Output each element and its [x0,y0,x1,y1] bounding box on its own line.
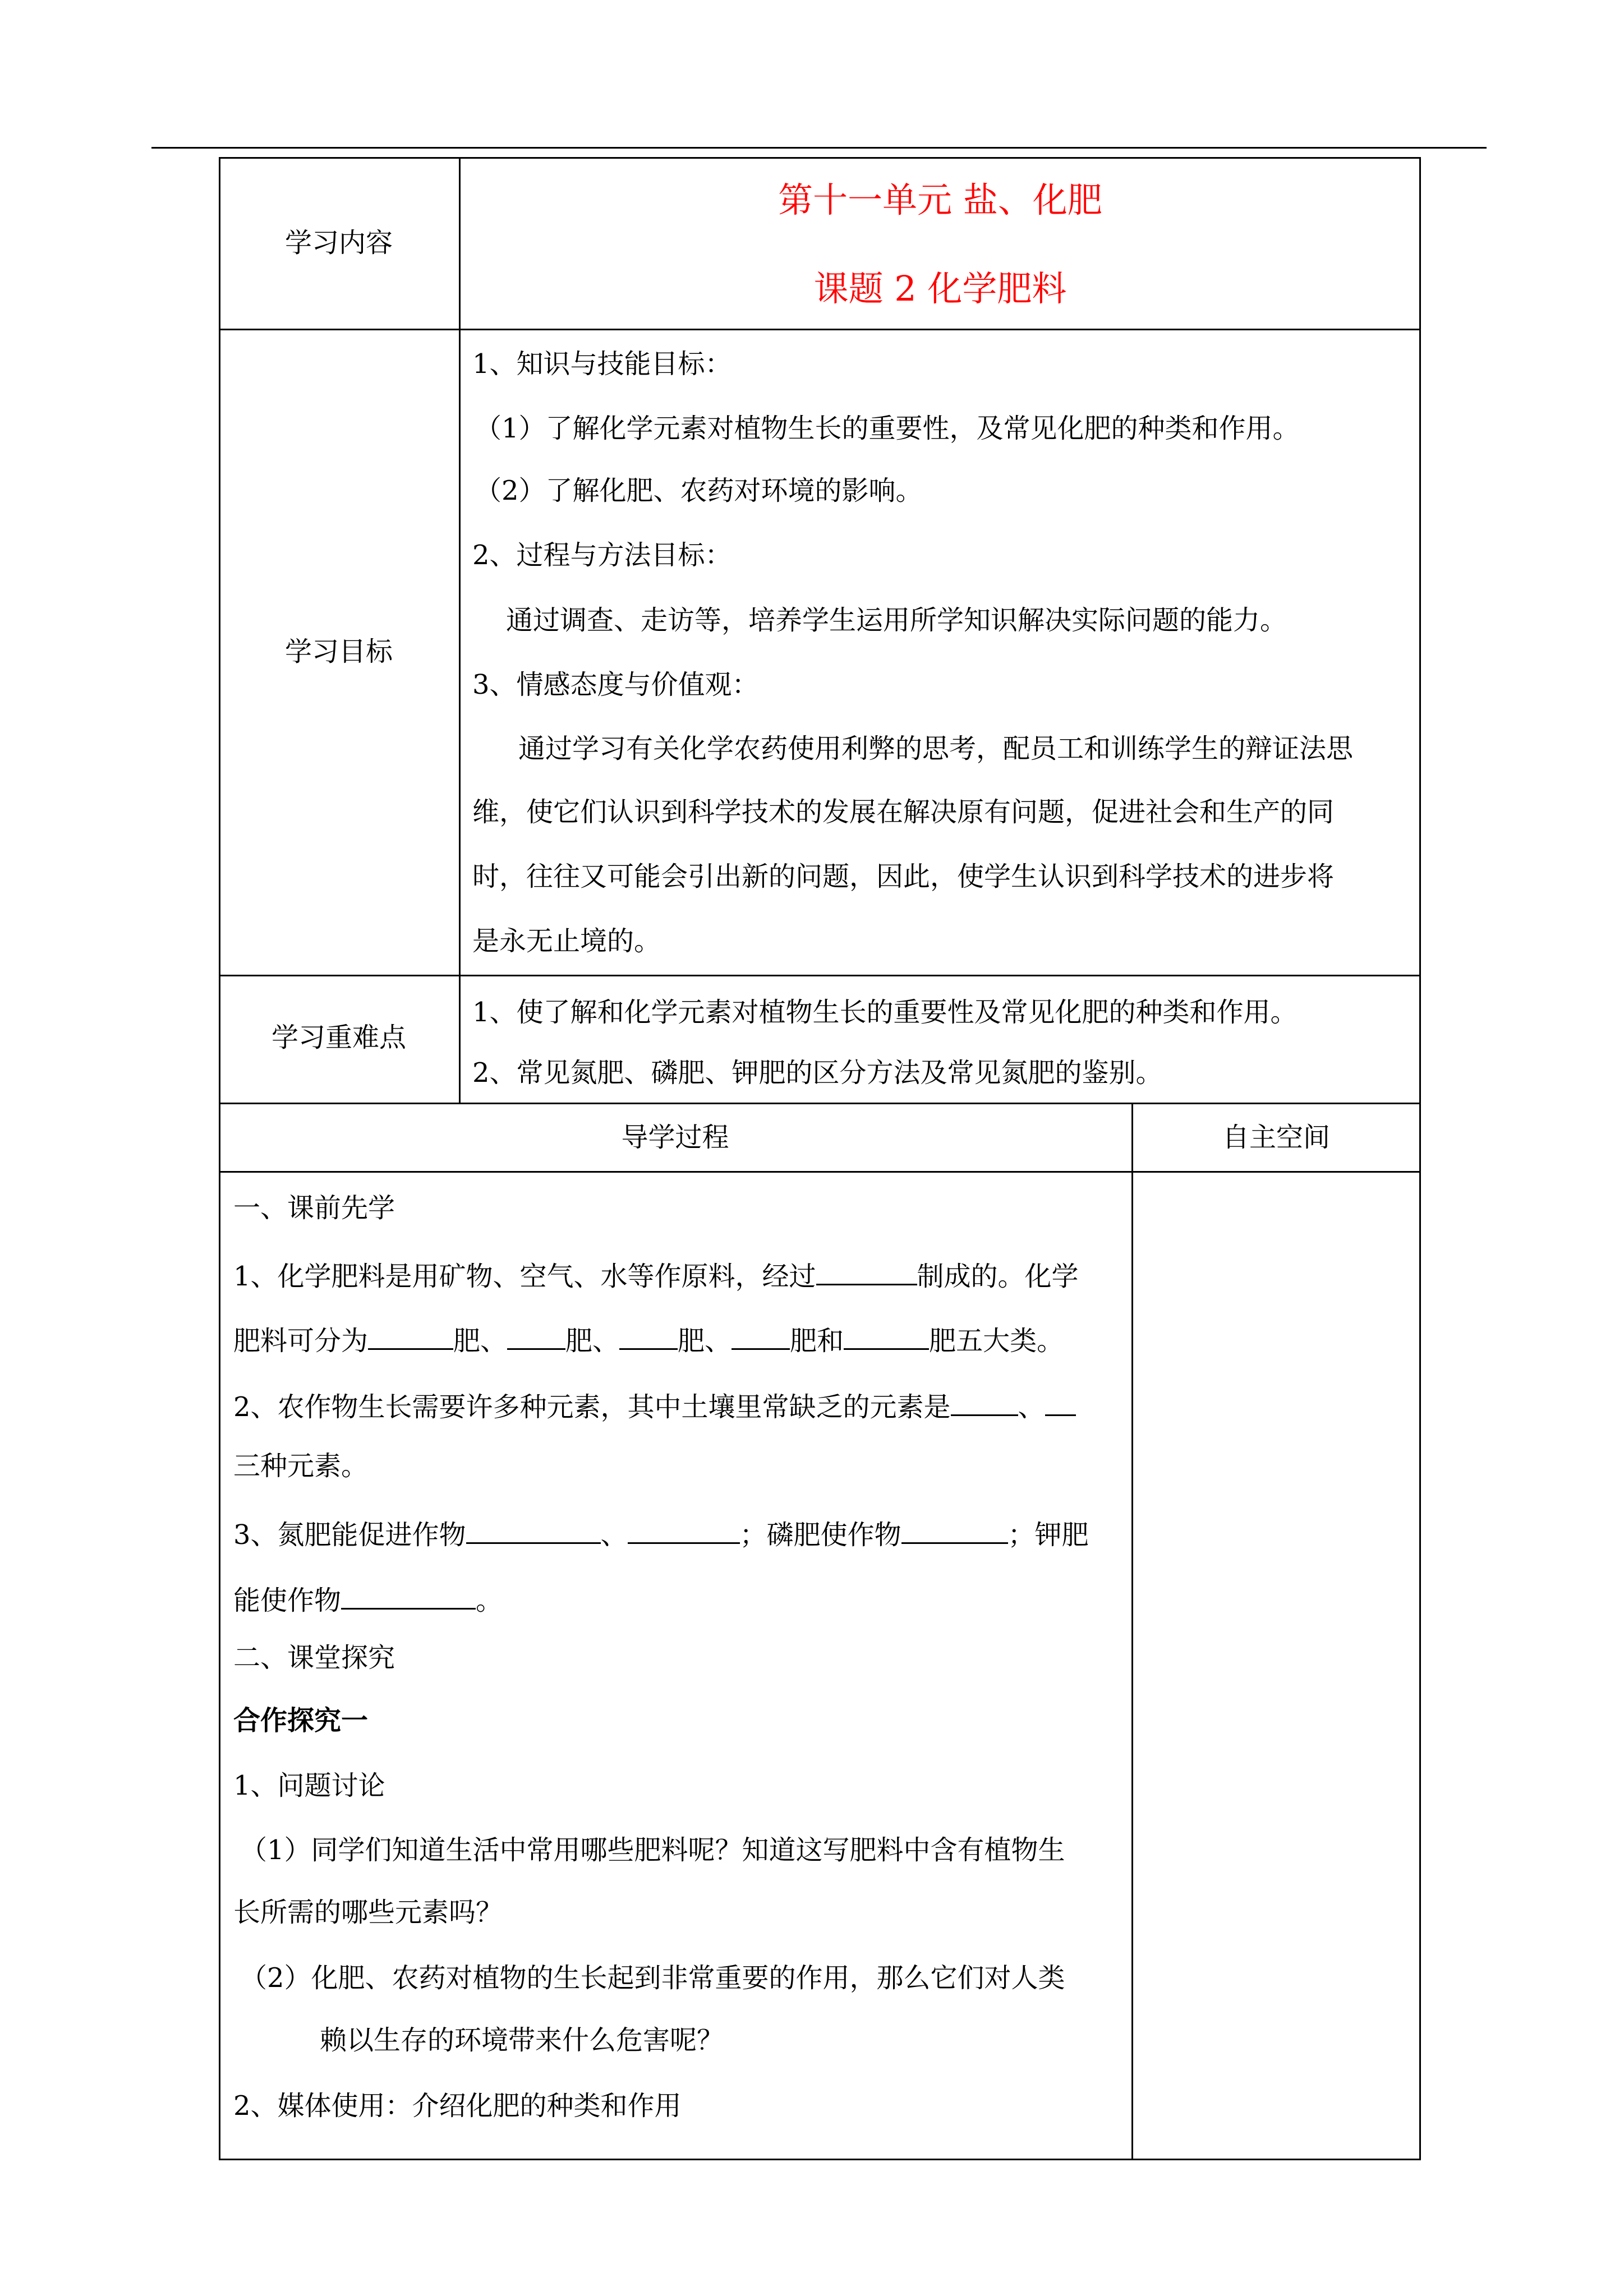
objective-line: 是永无止境的。 [472,925,661,957]
question-2-line-1 [233,1390,1076,1421]
media-usage: 2、媒体使用：介绍化肥的种类和作用 [233,2090,682,2122]
question-text: 肥和 [790,1325,844,1357]
discussion-question-2: （2）化肥、农药对植物的生长起到非常重要的作用，那么它们对人类 [240,1962,1065,1994]
key-point-line: 2、常见氮肥、磷肥、钾肥的区分方法及常见氮肥的鉴别。 [472,1057,1163,1089]
key-point-line: 1、使了解和化学元素对植物生长的重要性及常见化肥的种类和作用。 [472,997,1298,1028]
answer-blank [628,1518,740,1544]
question-text: 制成的。化学 [917,1261,1079,1292]
question-3-line-2 [233,1583,503,1614]
objective-line: 2、过程与方法目标： [472,540,732,571]
question-text: 肥料可分为 [233,1325,369,1357]
question-2-line-2: 三种元素。 [233,1450,369,1482]
answer-blank [901,1518,1008,1544]
answer-blank [816,1259,917,1285]
answer-blank [507,1324,565,1350]
objective-line: 3、情感态度与价值观： [472,669,759,700]
answer-blank [732,1324,790,1350]
objective-line: 1、知识与技能目标： [472,348,732,380]
question-text: 、 [1018,1391,1045,1423]
objective-line: 维，使它们认识到科学技术的发展在解决原有问题，促进社会和生产的同 [472,796,1335,828]
question-text: 钾肥 [1034,1519,1089,1551]
question-text: 肥、 [565,1325,620,1357]
content-label: 学习内容 [284,227,393,259]
question-text: 、 [600,1519,628,1551]
answer-blank [1045,1390,1076,1416]
question-text: 肥、 [678,1325,732,1357]
discussion-question-2-cont: 赖以生存的环境带来什么危害呢？ [320,2025,724,2056]
objective-line: 通过学习有关化学农药使用利弊的思考，配员工和训练学生的辩证法思 [518,733,1354,764]
question-text: 能使作物 [233,1585,342,1616]
objectives-label: 学习目标 [284,636,393,667]
answer-blank [951,1390,1018,1416]
question-text: 肥、 [453,1325,508,1357]
row-divider-1 [219,329,1421,330]
question-3-line-1 [233,1518,1089,1551]
discussion-question-1: （1）同学们知道生活中常用哪些肥料呢？知道这写肥料中含有植物生 [240,1834,1065,1866]
objective-line: 时，往往又可能会引出新的问题，因此，使学生认识到科学技术的进步将 [472,861,1335,892]
question-text: 2、农作物生长需要许多种元素，其中土壤里常缺乏的元素是 [233,1391,951,1423]
space-column-header: 自主空间 [1222,1122,1330,1153]
row-divider-2 [219,975,1421,976]
question-text: 肥五大类。 [929,1325,1064,1357]
question-text: ； [1007,1519,1035,1551]
space-column-divider [1131,1103,1133,2160]
key-points-label: 学习重难点 [271,1022,406,1053]
objective-line: （1）了解化学元素对植物生长的重要性，及常见化肥的种类和作用。 [475,413,1300,444]
section-pre-study: 一、课前先学 [233,1192,395,1224]
section-class-explore: 二、课堂探究 [233,1642,395,1673]
process-column-header: 导学过程 [621,1122,729,1153]
header-rule [151,147,1487,149]
row-divider-3 [219,1103,1421,1104]
objective-line: （2）了解化肥、农药对环境的影响。 [475,475,923,506]
cooperation-heading: 合作探究一 [233,1705,369,1736]
question-text: 3、氮肥能促进作物 [233,1519,466,1551]
answer-blank [844,1324,929,1350]
question-text: 磷肥使作物 [766,1519,901,1551]
answer-blank [368,1324,453,1350]
unit-title: 第十一单元 盐、化肥 [778,179,1102,220]
answer-blank [619,1324,678,1350]
question-text: 1、化学肥料是用矿物、空气、水等作原料，经过 [233,1261,816,1292]
question-1-line-2 [233,1324,1064,1357]
lesson-title: 课题 2 化学肥料 [813,268,1067,309]
answer-blank [466,1518,601,1544]
question-text: 。 [476,1585,503,1616]
question-text: ； [739,1519,767,1551]
objective-line: 通过调查、走访等，培养学生运用所学知识解决实际问题的能力。 [506,605,1287,636]
row-divider-4 [219,1171,1421,1173]
discussion-question-1-cont: 长所需的哪些元素吗？ [233,1897,503,1928]
answer-blank [341,1583,476,1610]
discussion-heading: 1、问题讨论 [233,1770,385,1801]
question-1-line-1 [233,1259,1079,1290]
